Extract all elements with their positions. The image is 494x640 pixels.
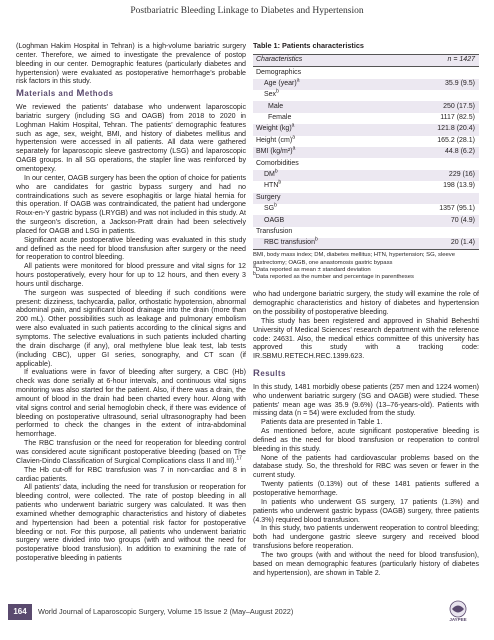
table-row: [253, 113, 479, 124]
table-title: Table 1: Patients characteristics: [253, 41, 364, 50]
body-paragraph: who had undergone bariatric surgery, the study will examine the role of demographic characteristics and history of diabetes and hypertension on the possibility of postoperative bleeding.: [253, 290, 479, 316]
characteristics-table: [253, 54, 479, 251]
methods-paragraph: We reviewed the patients’ database who underwent laparoscopic bariatric surgery (including SG and OAGB) from 2018 to 2020 in Loghman Hakim Hospital, Tehran. The patients’ demographic features such as age, sex, weight, BMI, and history of diabetes mellitus and hypertension were accessed in all patients. All data were gathered separately for laparoscopic sleeve gastrectomy (LSG) and laparoscopic OAGB groups. In all SG operations, the stapler line was reinforced by omentopexy.: [16, 103, 246, 173]
results-paragraph: As mentioned before, acute significant postoperative bleeding is defined as the need for blood transfusion or reoperation to control bleeding in this study.: [253, 427, 479, 453]
methods-paragraph: In our center, OAGB surgery has been the option of choice for patients who are candidates for gastric bypass surgery and had no contraindications such as severe esophagitis or large hiatal hernia for this operation. If OAGB was contraindicated, the patient had undergone Roux-en-Y gastric bypass (LRYGB) and was not included in this study. At the surgeon’s discretion, a Jackson-Pratt drain had been selectively placed for OAGB and LSG in patients.: [16, 173, 246, 235]
table-footnote: $^b$Data reported as the number and percentage in parentheses: [253, 271, 414, 281]
table-cell-label: Height (cm)$^a$: [256, 134, 295, 144]
table-cell-value: [395, 90, 479, 101]
table-cell-value: 121.8 (20.4): [395, 124, 479, 135]
table-cell-label: $DM^b$: [253, 170, 395, 181]
running-head: Postbariatric Bleeding Linkage to Diabetes and Hypertension: [130, 6, 364, 16]
table-cell-value: 20 (1.4): [395, 238, 479, 250]
table-footnote: BMI, body mass index; DM, diabetes mellitus; HTN, hypertension; SG, sleeve gastrectomy; OAGB, one anastomosis gastric bypass: [253, 252, 455, 266]
table-cell-label: Weight (kg)$^a$: [253, 124, 395, 135]
table-cell-value: [395, 193, 479, 204]
table-cell-value: 1357 (95.1): [439, 205, 475, 213]
results-paragraph: None of the patients had cardiovascular problems based on the database study. So, the threshold for RBC was seven or fewer in the current study.: [253, 453, 479, 480]
table-row: [253, 79, 479, 90]
methods-paragraph: All patients were monitored for blood pressure and vital signs for 12 hours postoperatively, every hour for up to 12 hours, and then every 3 hours until discharge.: [16, 262, 246, 288]
methods-paragraph: The Hb cut-off for RBC transfusion was 7 in non-cardiac and 8 in cardiac patients.: [16, 465, 246, 483]
table-row: [253, 238, 479, 250]
table-cell-value: 198 (13.9): [443, 182, 475, 190]
table-cell-value: 165.2 (28.1): [437, 136, 475, 144]
methods-paragraph: If evaluations were in favor of bleeding after surgery, a CBC (Hb) check was done serially at 6-hour intervals, and continuous vital signs monitoring was also started for the patient. Also, if there was a drain, the amount of blood in the drain had been charted every hour. Along with vital signs control and serial hemoglobin check, if there was evidence of bleeding on postoperative ultrasound, serial ultrasonography had been performed to check the changes in the extent of intra-abdominal hemorrhage.: [16, 368, 246, 439]
table-cell-label: Demographics: [256, 68, 302, 76]
methods-paragraph: All patients’ data, including the need for transfusion or reoperation for bleeding control, were collected. The rate of postop bleeding in all patients who underwent bariatric surgery was calculated. It was then examined whether demographic characteristics and history of diabetes and hypertension had been a potential risk factor for postoperative bleeding or not. For this purpose, all patients who underwent bariatric surgery were divided into two groups (with and without the need for postoperative blood transfusion). In addition to examining the rate of postoperative bleeding in patients: [16, 483, 246, 563]
table-row: [253, 67, 479, 79]
intro-paragraph: (Loghman Hakim Hospital in Tehran) is a high-volume bariatric surgery center. Therefore, we aimed to investigate the prevalence of postop bleeding in our center. Demographic features (particularly diabetes and hypertension) were evaluated as postoperative hemorrhage’s probable risk factors in this study.: [16, 42, 246, 86]
table-header-label: Characteristics: [253, 54, 395, 66]
left-column: [16, 42, 246, 563]
table-cell-value: [395, 67, 479, 79]
methods-paragraph: Significant acute postoperative bleeding was evaluated in this study and defined as the need for blood transfusion after surgery or the need for reoperation to control bleeding.: [16, 235, 246, 262]
results-paragraph: In patients who underwent GS surgery, 17 patients (1.3%) and patients who underwent gastric bypass (OAGB) surgery, three patients (4.3%) required blood transfusion.: [253, 497, 479, 524]
table-cell-value: 229 (16): [395, 170, 479, 181]
right-column: [253, 42, 479, 577]
table-cell-label: BMI $(kg/m^2)^a$: [253, 147, 395, 158]
table-row: [253, 158, 479, 169]
table-cell-label: Transfusion: [256, 227, 293, 235]
table-row: [253, 227, 479, 238]
results-paragraph: Patients data are presented in Table 1.: [261, 418, 383, 427]
table-cell-label: Surgery: [253, 193, 395, 204]
table-header-value: n = 1427: [395, 54, 479, 66]
page-number: 164: [8, 604, 32, 620]
methods-paragraph: The surgeon was suspected of bleeding if such conditions were present: dizziness, tachycardia, pallor, orthostatic hypotension, abnormal abdominal pain, and significant blood drainage into the drain (more than 200 mL). Other possibilities such as leakage and pulmonary embolism were also evaluated in such patients according to the clinical signs and symptoms. The selective evaluations in such patients included charting the drain discharge (if any), oral methylene blue leak test, lab tests (including CBC), upper GI series, sonography, and CT scan (if applicable).: [16, 288, 246, 368]
table-cell-label: $SG^b$: [264, 202, 277, 213]
results-paragraph: In this study, 1481 morbidly obese patients (257 men and 1224 women) who underwent bariatric surgery (SG and OAGB) were studied. These patients’ mean age was 35.9 (9.6%) (13–76-years-old). Patients with missing data (n = 54) were excluded from the study.: [253, 382, 479, 418]
table-row: [253, 215, 479, 226]
table-cell-value: 35.9 (9.5): [395, 79, 479, 90]
table-row: [253, 147, 479, 158]
journal-citation: World Journal of Laparoscopic Surgery, Volume 15 Issue 2 (May–August 2022): [38, 607, 294, 616]
table-cell-label: HTN$^b$: [264, 180, 282, 190]
table-row: [253, 193, 479, 204]
results-paragraph: Twenty patients (0.13%) out of these 1481 patients suffered a postoperative hemorrhage.: [253, 480, 479, 498]
table-cell-value: [395, 227, 479, 238]
table-row: [253, 136, 479, 147]
table-cell-value: [395, 158, 479, 169]
table-cell-label: Sex$^b$: [264, 88, 279, 99]
table-row: [253, 204, 479, 215]
section-heading-methods: Materials and Methods: [16, 88, 114, 100]
table-cell-label: Male: [253, 101, 395, 112]
table-cell-label: Female: [268, 114, 292, 122]
page-footer: [0, 602, 494, 624]
table-footnote: $^a$Data reported as mean ± standard deviation: [253, 263, 371, 273]
table-row: [253, 101, 479, 112]
results-paragraph: In this study, two patients underwent reoperation to control bleeding; both had undergone gastric sleeve surgery and received blood transfusions before reoperation.: [253, 524, 479, 551]
table-cell-value: 250 (17.5): [395, 101, 479, 112]
section-heading-results: Results: [253, 368, 286, 380]
table-cell-label: RBC transfusion$^b$: [253, 238, 395, 250]
table-row: [253, 181, 479, 192]
table-cell-label: Comorbidities: [256, 159, 299, 167]
table-cell-value: 1117 (82.5): [440, 114, 475, 122]
table-row: [253, 90, 479, 101]
table-cell-value: 44.8 (6.2): [395, 147, 479, 158]
table-cell-label: OAGB: [253, 215, 395, 226]
table-cell-label: Age (year)$^a$: [253, 79, 395, 90]
table-row: [253, 170, 479, 181]
table-cell-value: 70 (4.9): [395, 215, 479, 226]
publisher-logo-text: JAYPEE: [449, 617, 467, 622]
results-paragraph: The two groups (with and without the need for blood transfusion), based on mean demographic features (particularly history of diabetes and hypertension), are shown in Table 2.: [253, 550, 479, 577]
methods-paragraph: The RBC transfusion or the need for reoperation for bleeding control was considered acute significant postoperative bleeding (based on The Clavien-Dindo Classification of Surgical Complications class II and III).$^{17}$: [16, 439, 246, 465]
table-footnotes: [253, 252, 479, 281]
body-paragraph: This study has been registered and approved in Shahid Beheshti University of Medical Sciences’ research department with the reference code: 24631. Also, the medical ethics committee of this university has approved this study with a tracking code: IR.SBMU.RETECH.REC.1399.623.: [253, 316, 479, 361]
table-row: [253, 124, 479, 135]
table-header-row: [253, 54, 479, 66]
publisher-logo-icon: [442, 600, 474, 622]
